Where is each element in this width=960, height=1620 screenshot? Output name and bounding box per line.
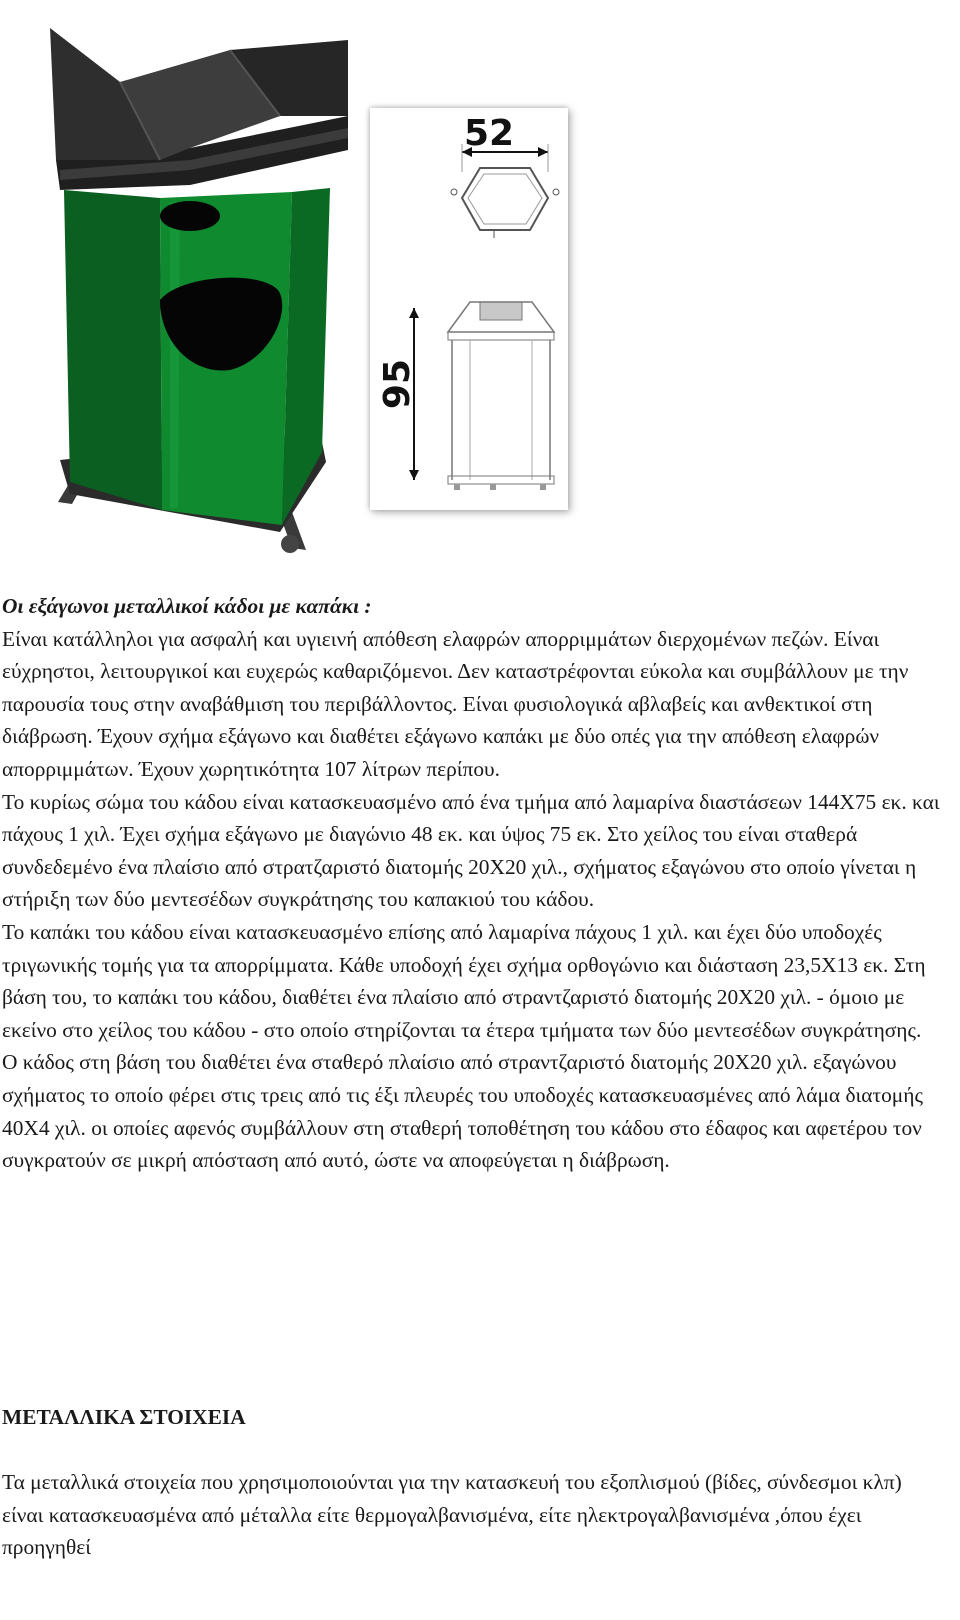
dimension-drawing xyxy=(370,108,568,510)
intro-paragraph-3: Το καπάκι του κάδου είναι κατασκευασμένο επίσης από λαμαρίνα πάχους 1 χιλ. και έχει δύο υποδοχές τριγωνικής τομής για τα απορρίμματα. Κάθε υποδοχή έχει σχήμα ορθογώνιο και διάσταση 23,5Χ13 εκ. Στη βάση του, το καπάκι του κάδου, διαθέτει ένα πλαίσιο από στραντζαριστό διατομής 20Χ20 χιλ. - όμοιο με εκείνο στο χείλος του κάδου - στο οποίο στηρίζονται τα έτερα τμήματα των δύο μεντεσέδων συγκράτησης. xyxy=(2,919,926,1042)
intro-title: Οι εξάγωνοι μεταλλικοί κάδοι με καπάκι : xyxy=(2,594,372,618)
dimension-height-label: 95 xyxy=(377,358,418,410)
intro-paragraph-2: Το κυρίως σώμα του κάδου είναι κατασκευασμένο από ένα τμήμα από λαμαρίνα διαστάσεων 144Χ75 εκ. και πάχους 1 χιλ. Έχει σχήμα εξάγωνο με διαγώνιο 48 εκ. και ύψος 75 εκ. Στο χείλος του είναι σταθερά συνδεδεμένο ένα πλαίσιο από στρατζαριστό διατομής 20Χ20 χιλ., σχήματος εξαγώνου στο οποίο γίνεται η στήριξη των δύο μεντεσέδων συγκράτησης του καπακιού του κάδου. xyxy=(2,789,940,912)
product-figure xyxy=(0,0,640,600)
section-paragraph-1: Τα μεταλλικά στοιχεία που χρησιμοποιούνται για την κατασκευή του εξοπλισμού (βίδες, σύνδεσμοι κλπ) είναι κατασκευασμένα από μέταλλα είτε θερμογαλβανισμένα, είτε ηλεκτρογαλβανισμένα ,όπου έχει προηγηθεί xyxy=(2,1470,902,1560)
intro-paragraph-1: Είναι κατάλληλοι για ασφαλή και υγιεινή απόθεση ελαφρών απορριμμάτων διερχομένων πεζών. Είναι εύχρηστοι, λειτουργικοί και ευχερώς καθαριζόμενοι. Δεν καταστρέφονται εύκολα και συμβάλλουν με την παρουσία τους στην αναβάθμιση του περιβάλλοντος. Είναι φυσιολογικά αβλαβείς και ανθεκτικοί στη διάβρωση. Έχουν σχήμα εξάγωνο και διαθέτει εξάγωνο καπάκι με δύο οπές για την απόθεση ελαφρών απορριμμάτων. Έχουν χωρητικότητα 107 λίτρων περίπου. xyxy=(2,626,909,781)
intro-text xyxy=(2,590,942,1177)
intro-paragraph-4: Ο κάδος στη βάση του διαθέτει ένα σταθερό πλαίσιο από στραντζαριστό διατομής 20Χ20 χιλ. εξαγώνου σχήματος το οποίο φέρει στις τρεις από τις έξι πλευρές του υποδοχές κατασκευασμένες από λάμα διατομής 40Χ4 χιλ. οι οποίες αφενός συμβάλλουν στη σταθερή τοποθέτηση του κάδου στο έδαφος και αφετέρου τον συγκρατούν σε μικρή απόσταση από αυτό, ώστε να αποφεύγεται η διάβρωση. xyxy=(2,1050,923,1173)
technical-drawing xyxy=(370,108,568,510)
dimension-width-label: 52 xyxy=(464,113,515,154)
section-title: ΜΕΤΑΛΛΙΚΑ ΣΤΟΙΧΕΙΑ xyxy=(2,1405,246,1429)
bin-photo xyxy=(30,20,350,565)
section-body xyxy=(2,1466,942,1564)
